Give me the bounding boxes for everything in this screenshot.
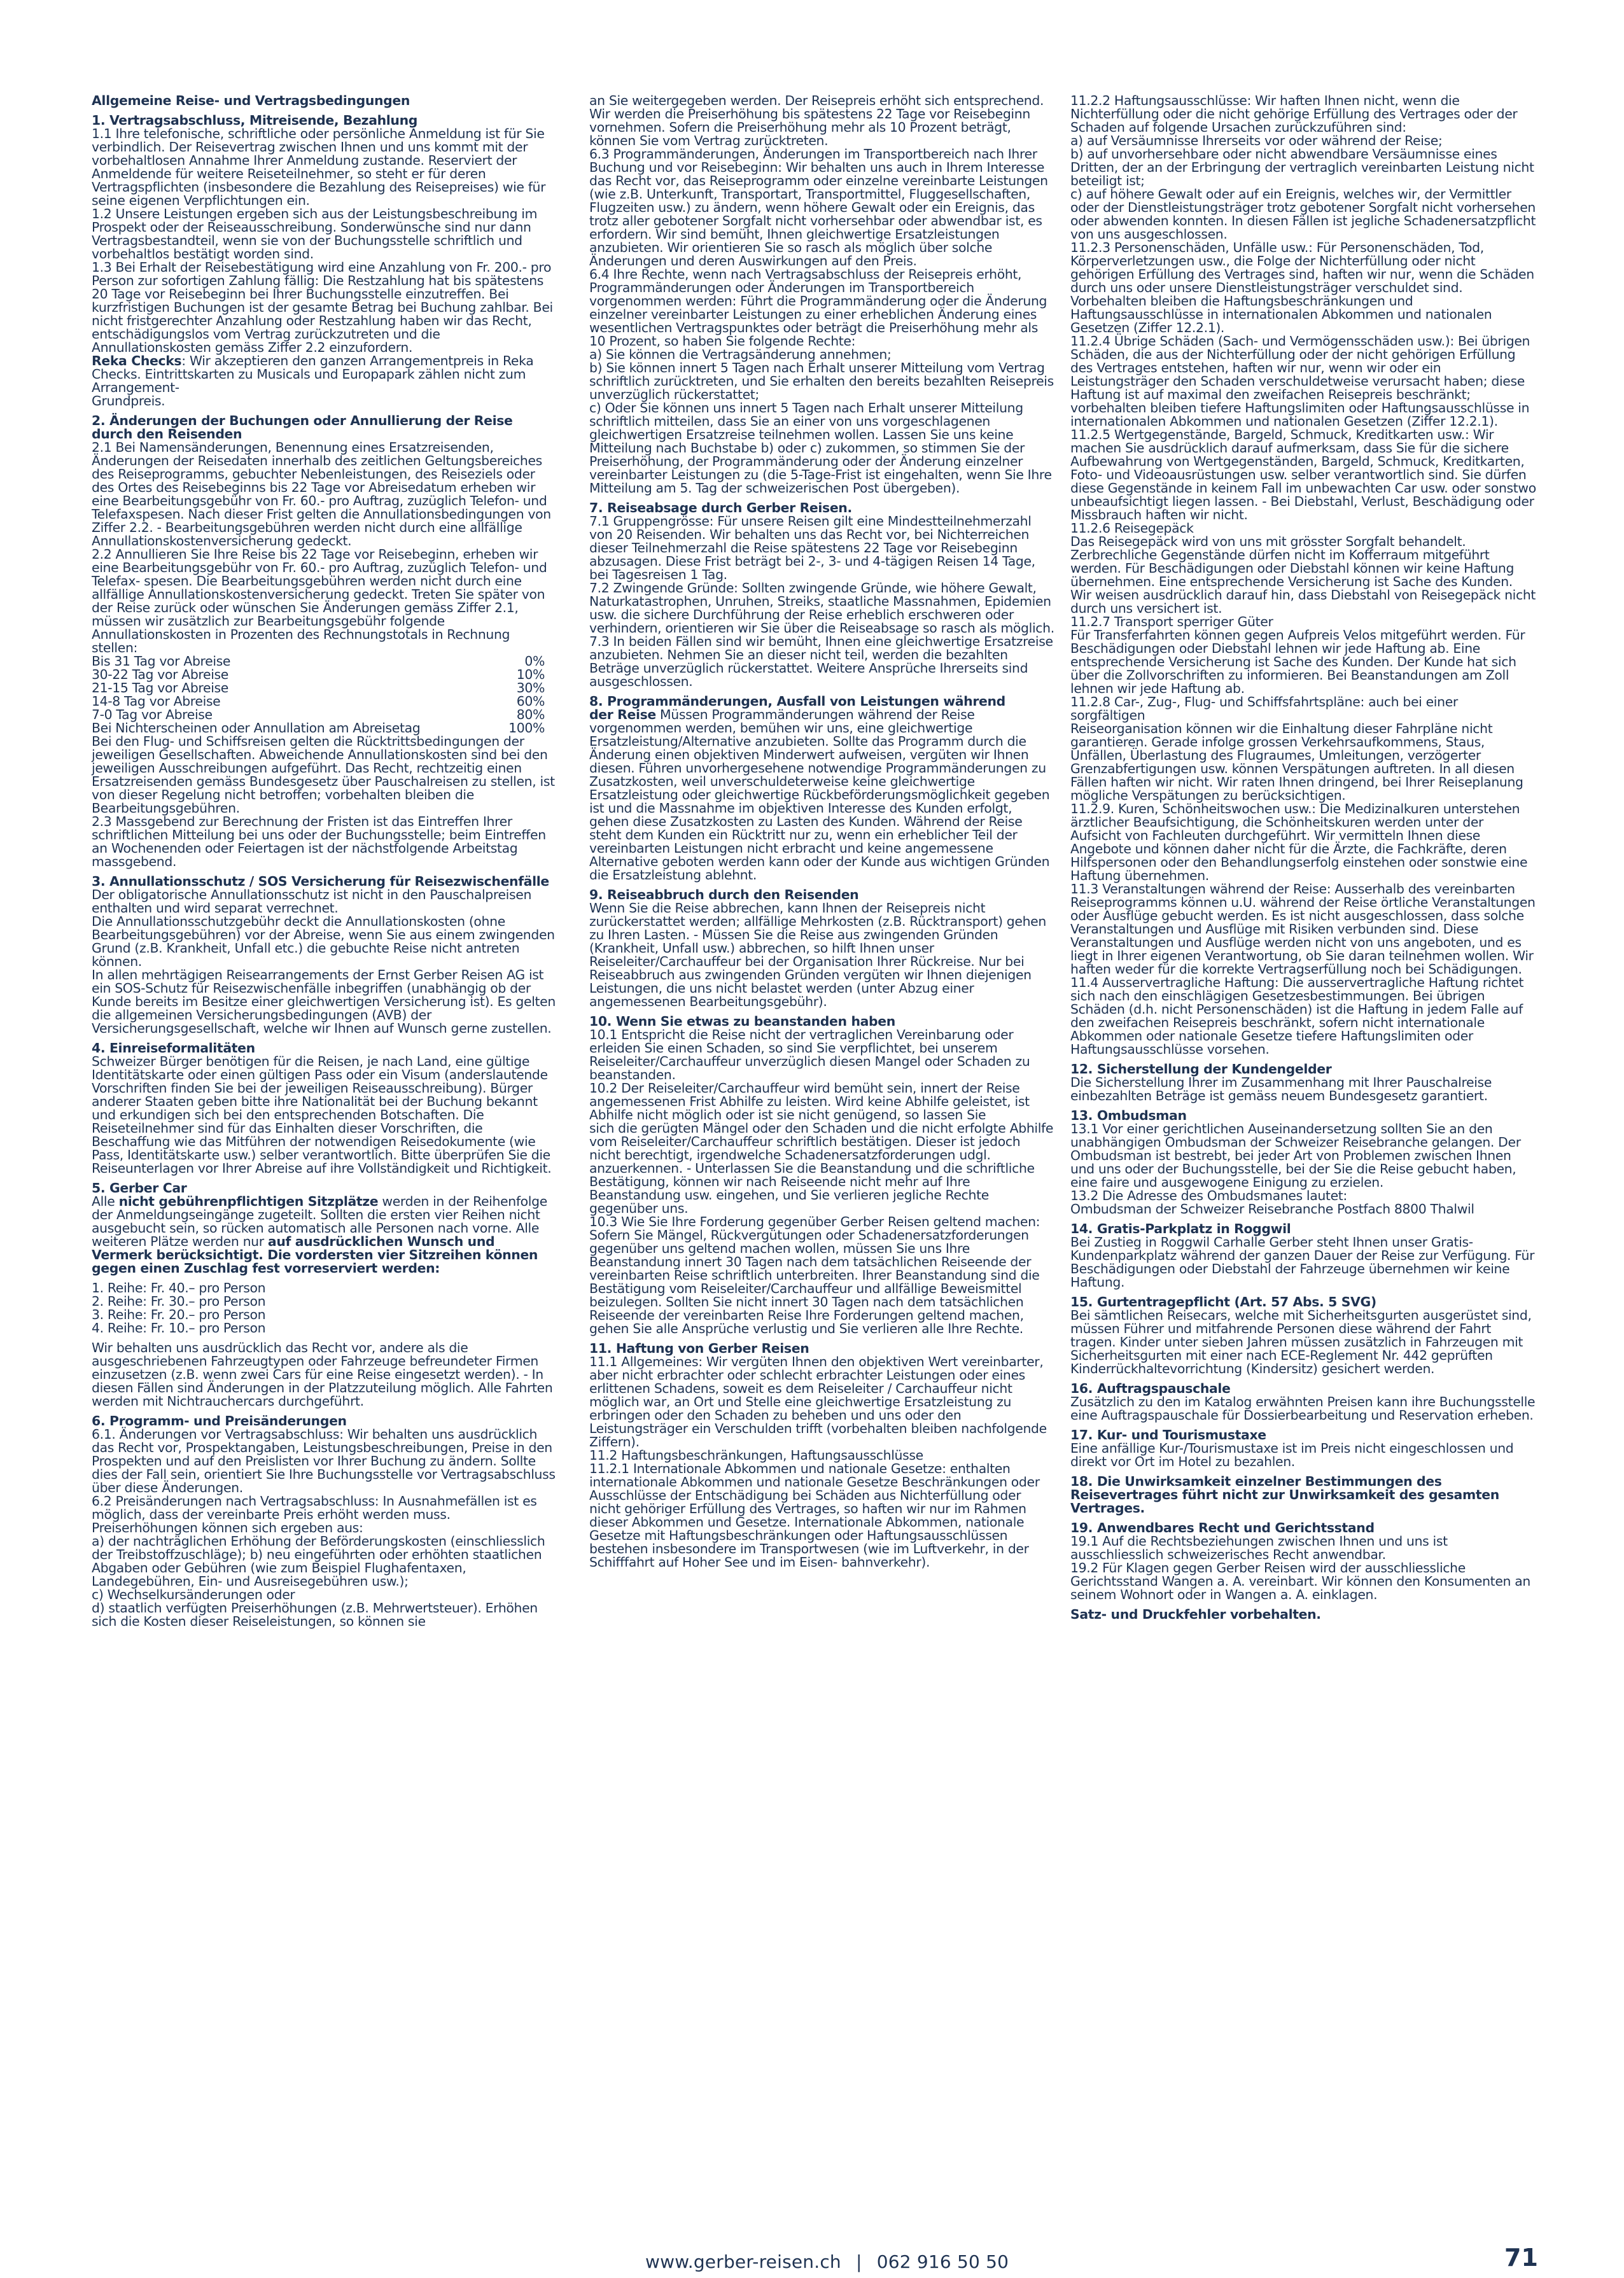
seat-row: 4. Reihe: Fr. 10.– pro Person bbox=[92, 1320, 266, 1336]
seat-row: 2. Reihe: Fr. 30.– pro Person bbox=[92, 1294, 266, 1309]
section-10-heading: 10. Wenn Sie etwas zu beanstanden haben bbox=[589, 1014, 895, 1029]
section-12-heading: 12. Sicherstellung der Kundengelder bbox=[1070, 1061, 1332, 1077]
section-5: 5. Gerber Car Alle nicht gebührenpflichtigen Sitzplätze werden in der Reihenfolge der Anmeldungseingänge zugeteilt. Sollten die ersten vier Reihen nicht ausgebucht sein, so rücken automatisch alle Personen nach vorne. Alle weiteren Plätze werden nur auf ausdrücklichen Wunsch und Vermerk berücksichtigt. Die vordersten vier Sitzreihen können gegen einen Zuschlag fest vorreserviert werden: bbox=[92, 1180, 552, 1276]
section-9-heading: 9. Reiseabbruch durch den Reisenden bbox=[589, 887, 859, 902]
fee-row: 14-8 Tag vor Abreise 60% bbox=[92, 694, 545, 709]
section-1-heading: 1. Vertragsabschluss, Mitreisende, Bezahlung bbox=[92, 113, 417, 128]
section-6-heading: 6. Programm- und Preisänderungen bbox=[92, 1413, 347, 1429]
section-11-body: 11.1 Allgemeines: Wir vergüten Ihnen den objektiven Wert vereinbarter, aber nicht erbrachter oder schlecht erbrachter Leistungen oder eines erlittenen Schadens, soweit es dem Reiseleiter / Carchauffeur nicht möglich war, an Ort und Stelle eine gleichwertige Ersatzleistung zu erbringen oder den Schaden zu beheben und uns oder den Leistungsträger ein Verschulden trifft (vorbehalten bleiben nachfolgende Ziffern). 11.2 Haftungsbeschränkungen, Haftungsausschlüsse 11.2.1 Internationale Abkommen und nationale Gesetze: enthalten internationale Abkommen und nationale Gesetze Beschränkungen oder Ausschlüsse der Entschädigung bei Schäden aus Nichterfüllung oder nicht gehöriger Erfüllung des Vertrages, so haften wir nur im Rahmen dieser Abkommen und Gesetze. Internationale Abkommen, nationale Gesetze mit Haftungsbeschränkungen oder Haftungsausschlüssen bestehen insbesondere im Transportwesen (wie im Luftverkehr, in der Schifffahrt auf Hoher See und im Eisen- bahnverkehr). bbox=[589, 1354, 1047, 1570]
seat-surcharge-list bbox=[92, 1282, 557, 1335]
section-8-heading: 8. Programmänderungen, Ausfall von Leistungen während bbox=[589, 694, 1005, 709]
fee-row: 30-22 Tag vor Abreise 10% bbox=[92, 667, 545, 682]
section-9 bbox=[589, 888, 1055, 1009]
reka-label: Reka Checks bbox=[92, 353, 182, 368]
section-2 bbox=[92, 414, 557, 655]
section-10 bbox=[589, 1015, 1055, 1336]
section-12 bbox=[1070, 1063, 1536, 1103]
section-17-body: Eine anfällige Kur-/Tourismustaxe ist im Preis nicht eingeschlossen und direkt vor Ort im Hotel zu bezahlen. bbox=[1070, 1441, 1518, 1469]
fee-row: 7-0 Tag vor Abreise 80% bbox=[92, 707, 545, 722]
document-title: Allgemeine Reise- und Vertragsbedingungen bbox=[92, 93, 410, 108]
section-19-heading: 19. Anwendbares Recht und Gerichtsstand bbox=[1070, 1520, 1375, 1535]
section-8-body: Müssen Programmänderungen während der Reise vorgenommen werden, bemühen wir uns, eine gleichwertige Ersatzleistung/Alternative anzubieten. Sollte das Programm durch die Änderung einen objektiven Minderwert aufweisen, vergüten wir Ihnen diesen. Führen unvorhergesehene notwendige Programmänderungen zu Zusatzkosten, weil unverschuldeterweise keine gleichwertige Ersatzleistung oder gleichwertige Rückbeförderungsmöglichkeit gegeben ist und die Massnahme im objektiven Interesse des Kunden erfolgt, gehen diese Zusatzkosten zu Lasten des Kunden. Während der Reise steht dem Kunden ein Rücktritt nur zu, wenn ein erheblicher Teil der vereinbarten Leistungen nicht erbracht und keine angemessene Alternative geboten werden kann oder der Kunde aus wichtigen Gründen die Ersatzleistung ablehnt. bbox=[589, 707, 1054, 883]
section-13-body: 13.1 Vor einer gerichtlichen Auseinandersetzung sollten Sie an den unabhängigen Ombudsman der Schweizer Reisebranche gelangen. Der Ombudsman ist bestrebt, bei jeder Art von Problemen zwischen Ihnen und uns oder der Buchungsstelle, bei der Sie die Reise gebucht haben, eine faire und ausgewogene Einigung zu erzielen. 13.2 Die Adresse des Ombudsmanes lautet: Ombudsman der Schweizer Reisebranche Postfach 8800 Thalwil bbox=[1070, 1121, 1521, 1217]
section-11-body-continued: 11.2.2 Haftungsausschlüsse: Wir haften Ihnen nicht, wenn die Nichterfüllung oder die nicht gehörige Erfüllung des Vertrages oder der Schaden auf folgende Ursachen zurückzuführen sind: a) auf Versäumnisse Ihrerseits vor oder während der Reise; b) auf unvorhersehbare oder nicht abwendbare Versäumnisse eines Dritten, der an der Erbringung der vertraglich vereinbarten Leistung nicht beteiligt ist; c) auf höhere Gewalt oder auf ein Ereignis, welches wir, der Vermittler oder der Dienstleistungsträger trotz gebotener Sorgfalt nicht vorhersehen oder abwenden konnten. In diesen Fällen ist jegliche Schadenersatzpflicht von uns ausgeschlossen. 11.2.3 Personenschäden, Unfälle usw.: Für Personenschäden, Tod, Körperverletzungen usw., die Folge der Nichterfüllung oder nicht gehörigen Erfüllung des Vertrages sind, haften wir nur, wenn die Schäden durch uns oder unsere Dienstleistungsträger verschuldet sind. Vorbehalten bleiben die Haftungsbeschränkungen und Haftungsausschlüsse in internationalen Abkommen und nationalen Gesetzen (Ziffer 12.2.1). 11.2.4 Übrige Schäden (Sach- und Vermögensschäden usw.): Bei übrigen Schäden, die aus der Nichterfüllung oder der nicht gehörigen Erfüllung des Vertrages entstehen, haften wir nur, wenn wir oder ein Leistungsträger den Schaden verschuldetweise verursacht haben; diese Haftung ist auf maximal den zweifachen Reisepreis beschränkt; vorbehalten bleiben tiefere Haftungslimiten oder Haftungsausschlüsse in internationalen Abkommen und nationalen Gesetzen (Ziffer 12.2.1). 11.2.5 Wertgegenstände, Bargeld, Schmuck, Kreditkarten usw.: Wir machen Sie ausdrücklich darauf aufmerksam, dass Sie für die sichere Aufbewahrung von Wertgegenständen, Bargeld, Schmuck, Kreditkarten, Foto- und Videoausrüstungen usw. selber verantwortlich sind. Sie dürfen diese Gegenstände in keinem Fall im unbewachten Car usw. oder sonstwo unbeaufsichtigt liegen lassen. - Bei Diebstahl, Verlust, Beschädigung oder Missbrauch haften wir nicht. 11.2.6 Reisegepäck Das Reisegepäck wird von uns mit grösster Sorgfalt behandelt. Zerbrechliche Gegenstände dürfen nicht im Kofferraum mitgeführt werden. Für Beschädigungen oder Diebstahl können wir keine Haftung übernehmen. Eine entsprechende Versicherung ist Sache des Kunden. Wir weisen ausdrücklich darauf hin, dass Diebstahl von Reisegepäck nicht durch uns versichert ist. 11.2.7 Transport sperriger Güter Für Transferfahrten können gegen Aufpreis Velos mitgeführt werden. Für Beschädigungen oder Diebstahl lehnen wir jede Haftung ab. Eine entsprechende Versicherung ist Sache des Kunden. Der Kunde hat sich über die Zollvorschriften zu informieren. Bei Beanstandungen am Zoll lehnen wir jede Haftung ab. 11.2.8 Car-, Zug-, Flug- und Schiffsfahrtspläne: auch bei einer sorgfältigen Reiseorganisation können wir die Einhaltung dieser Fahrpläne nicht garantieren. Gerade infolge grossen Verkehrsaufkommens, Staus, Unfällen, Überlastung des Flugraumes, Umleitungen, verzögerter Grenzabfertigungen usw. können Verspätungen auftreten. In all diesen Fällen haften wir nicht. Wir raten Ihnen dringend, bei Ihrer Reiseplanung mögliche Verspätungen zu berücksichtigen. 11.2.9. Kuren, Schönheitswochen usw.: Die Medizinalkuren unterstehen ärztlicher Beaufsichtigung, die Schönheitskuren werden unter der Aufsicht von Fachleuten durchgeführt. Wir vermitteln Ihnen diese Angebote und können daher nicht für die Ärzte, die Fachkräfte, deren Hilfspersonen oder den Behandlungserfolg einstehen oder sonstwie eine Haftung übernehmen. 11.3 Veranstaltungen während der Reise: Ausserhalb des vereinbarten Reiseprogramms können u.U. während der Reise örtliche Veranstaltungen oder Ausflüge gebucht werden. Es ist nicht ausgeschlossen, dass solche Veranstaltungen und Ausflüge mit Risiken verbunden sind. Diese Veranstaltungen und Ausflüge werden nicht von uns angeboten, und es liegt in Ihrer eigenen Verantwortung, ob Sie daran teilnehmen wollen. Wir haften weder für die korrekte Vertragserfüllung noch bei Schädigungen. 11.4 Ausservertragliche Haftung: Die ausservertragliche Haftung richtet sich nach den einschlägigen Gesetzesbestimmungen. Bei übrigen Schäden (d.h. nicht Personenschäden) ist die Haftung in jedem Falle auf den zweifachen Reisepreis beschränkt, sofern nicht internationale Abkommen oder nationale Gesetze tiefere Haftungslimiten oder Haftungsausschlüsse vorsehen. bbox=[1070, 93, 1536, 1057]
section-2-heading: 2. Änderungen der Buchungen oder Annullierung der Reise durch den Reisenden bbox=[92, 413, 517, 442]
phone-number: 062 916 50 50 bbox=[876, 2251, 1009, 2272]
section-12-body: Die Sicherstellung Ihrer im Zusammenhang mit Ihrer Pauschalreise einbezahlten Beträge ist gemäss neuem Bundesgesetz garantiert. bbox=[1070, 1075, 1496, 1103]
section-6-body: 6.1. Änderungen vor Vertragsabschluss: Wir behalten uns ausdrücklich das Recht vor, Prospektangaben, Leistungsbeschreibungen, Preise in den Prospekten und auf den Preislisten vor Ihrer Buchung zu ändern. Sollte dies der Fall sein, orientiert Sie Ihre Buchungsstelle vor Vertragsabschluss über diese Änderungen. 6.2 Preisänderungen nach Vertragsabschluss: In Ausnahmefällen ist es möglich, dass der vereinbarte Preis erhöht werden muss. Preiserhöhungen können sich ergeben aus: a) der nachträglichen Erhöhung der Beförderungskosten (einschliesslich der Treibstoffzuschläge); b) neu eingeführten oder erhöhten staatlichen Abgaben oder Gebühren (wie zum Beispiel Flughafentaxen, Landegebühren, Ein- und Ausreisegebühren usw.); c) Wechselkursänderungen oder d) staatlich verfügten Preiserhöhungen (z.B. Mehrwertsteuer). Erhöhen sich die Kosten dieser Reiseleistungen, so können sie bbox=[92, 1427, 556, 1629]
section-3-body: Der obligatorische Annullationsschutz ist nicht in den Pauschalpreisen enthalten und wird separat verrechnet. Die Annullationsschutzgebühr deckt die Annullationskosten (ohne Bearbeitungsgebühren) vor der Abreise, wenn Sie aus einem zwingenden Grund (z.B. Krankheit, Unfall etc.) die gebuchte Reise nicht antreten können. In allen mehrtägigen Reisearrangements der Ernst Gerber Reisen AG ist ein SOS-Schutz für Reisezwischenfälle inbegriffen (unabhängig ob der Kunde bereits im Besitze einer gleichwertigen Versicherung ist). Es gelten die allgemeinen Versicherungsbedingungen (AVB) der Versicherungsgesellschaft, welche wir Ihnen auf Wunsch gerne zustellen. bbox=[92, 887, 556, 1036]
footer-contact bbox=[645, 2251, 1009, 2272]
section-5-body-2: Wir behalten uns ausdrücklich das Recht vor, andere als die ausgeschriebenen Fahrzeugtypen oder Fahrzeuge befreundeter Firmen einzusetzen (z.B. wenn zwei Cars für eine Reise eingesetzt werden). - In diesen Fällen sind Änderungen in der Platzzuteilung möglich. Alle Fahrten werden mit Nichtrauchercars durchgeführt. bbox=[92, 1340, 557, 1409]
section-6 bbox=[92, 1415, 557, 1628]
section-2-body-continued: Bei den Flug- und Schiffsreisen gelten die Rücktrittsbedingungen der jeweiligen Gesellschaften. Abweichende Annullationskosten sind bei den jeweiligen Ausschreibungen aufgeführt. Das Recht, rechtzeitig einen Ersatzreisenden gemäss Bundesgesetz über Pauschalreisen zu stellen, ist von dieser Regelung nicht betroffen; vorbehalten bleiben die Bearbeitungsgebühren. 2.3 Massgebend zur Berechnung der Fristen ist das Eintreffen Ihrer schriftlichen Mitteilung bei uns oder der Buchungsstelle; beim Eintreffen an Wochenenden oder Feiertagen ist der nächstfolgende Arbeitstag massgebend. bbox=[92, 734, 555, 869]
section-14-body: Bei Zustieg in Roggwil Carhalle Gerber steht Ihnen unser Gratis-Kundenparkplatz während der ganzen Dauer der Reise zur Verfügung. Für Beschädigungen oder Diebstahl der Fahrzeuge übernehmen wir keine Haftung. bbox=[1070, 1234, 1539, 1290]
section-6-body-continued: an Sie weitergegeben werden. Der Reisepreis erhöht sich entsprechend. Wir werden die Preiserhöhung bis spätestens 22 Tage vor Reisebeginn vornehmen. Sofern die Preiserhöhung mehr als 10 Prozent beträgt, können Sie vom Vertrag zurücktreten. 6.3 Programmänderungen, Änderungen im Transportbereich nach Ihrer Buchung und vor Reisebeginn: Wir behalten uns auch in Ihrem Interesse das Recht vor, das Reiseprogramm oder einzelne vereinbarte Leistungen (wie z.B. Unterkunft, Transportart, Transportmittel, Fluggesellschaften, Flugzeiten usw.) zu ändern, wenn höhere Gewalt oder ein Ereignis, das trotz aller gebotener Sorgfalt nicht vorhersehbar oder abwendbar ist, es erfordern. Wir sind bemüht, Ihnen gleichwertige Ersatzleistungen anzubieten. Wir orientieren Sie so rasch als möglich über solche Änderungen und deren Auswirkungen auf den Preis. 6.4 Ihre Rechte, wenn nach Vertragsabschluss der Reisepreis erhöht, Programmänderungen oder Änderungen im Transportbereich vorgenommen werden: Führt die Programmänderung oder die Änderung einzelner vereinbarter Leistungen zu einer erheblichen Änderung eines wesentlichen Vertragspunktes oder beträgt die Preiserhöhung mehr als 10 Prozent, so haben Sie folgende Rechte: a) Sie können die Vertragsänderung annehmen; b) Sie können innert 5 Tagen nach Erhalt unserer Mitteilung vom Vertrag schriftlich zurücktreten, und Sie erhalten den bereits bezahlten Reisepreis unverzüglich rückerstattet; c) Oder Sie können uns innert 5 Tagen nach Erhalt unserer Mitteilung schriftlich mitteilen, dass Sie an einer von uns vorgeschlagenen gleichwertigen Ersatzreise teilnehmen wollen. Lassen Sie uns keine Mitteilung nach Buchstabe b) oder c) zukommen, so stimmen Sie der Preiserhöhung, der Programmänderung oder der Änderung einzelner vereinbarter Leistungen zu (die 5-Tage-Frist ist eingehalten, wenn Sie Ihre Mitteilung am 5. Tag der schweizerischen Post übergeben). bbox=[589, 93, 1054, 496]
section-15-heading: 15. Gurtentragepflicht (Art. 57 Abs. 5 SVG) bbox=[1070, 1294, 1376, 1310]
section-11-heading: 11. Haftung von Gerber Reisen bbox=[589, 1341, 809, 1356]
section-18 bbox=[1070, 1475, 1536, 1515]
footer-separator: | bbox=[855, 2251, 862, 2272]
section-1 bbox=[92, 114, 557, 408]
section-19 bbox=[1070, 1521, 1536, 1602]
page-number: 71 bbox=[1504, 2244, 1538, 2272]
section-7 bbox=[589, 501, 1055, 688]
section-9-body: Wenn Sie die Reise abbrechen, kann Ihnen der Reisepreis nicht zurückerstattet werden; allfällige Mehrkosten (z.B. Rücktransport) gehen zu Ihren Lasten. - Müssen Sie die Reise aus zwingenden Gründen (Krankheit, Unfall usw.) abbrechen, so hilft Ihnen unser Reiseleiter/Carchauffeur bei der Organisation Ihrer Rückreise. Nur bei Reiseabbruch aus zwingenden Gründen vergüten wir Ihnen diejenigen Leistungen, die uns nicht belastet werden (unter Abzug einer angemessenen Bearbeitungsgebühr). bbox=[589, 900, 1051, 1009]
section-4-heading: 4. Einreiseformalitäten bbox=[92, 1040, 255, 1056]
fee-row: Bei Nichterscheinen oder Annullation am Abreisetag 100% bbox=[92, 720, 545, 736]
section-5-heading: 5. Gerber Car bbox=[92, 1180, 187, 1196]
website-link[interactable]: www.gerber-reisen.ch bbox=[645, 2251, 841, 2272]
section-13-heading: 13. Ombudsman bbox=[1070, 1108, 1187, 1123]
section-4-body: Schweizer Bürger benötigen für die Reisen, je nach Land, eine gültige Identitätskarte oder einen gültigen Pass oder ein Visum (anderslautende Vorschriften finden Sie bei der jeweiligen Reiseausschreibung). Bürger anderer Staaten geben bitte ihre Nationalität bei der Buchung bekannt und erkundigen sich bei den entsprechenden Botschaften. Die Reiseteilnehmer sind für das Einhalten dieser Vorschriften, die Beschaffung wie das Mitführen der notwendigen Reisedokumente (wie Pass, Identitätskarte usw.) selber verantwortlich. Bitte überprüfen Sie die Reiseunterlagen vor Ihrer Abreise auf ihre Vollständigkeit und Richtigkeit. bbox=[92, 1054, 554, 1176]
section-1-body: 1.1 Ihre telefonische, schriftliche oder persönliche Anmeldung ist für Sie verbindlich. Der Reisevertrag zwischen Ihnen und uns kommt mit der vorbehaltlosen Annahme Ihrer Anmeldung zustande. Reserviert der Anmeldende für weitere Reiseteilnehmer, so steht er für deren Vertragspflichten (insbesondere die Bezahlung des Reisepreises) wie für seine eigenen Verpflichtungen ein. 1.2 Unsere Leistungen ergeben sich aus der Leistungsbeschreibung im Prospekt oder der Reiseausschreibung. Sonderwünsche sind nur dann Vertragsbestandteil, wenn sie von der Buchungsstelle schriftlich und vorbehaltlos bestätigt worden sind. 1.3 Bei Erhalt der Reisebestätigung wird eine Anzahlung von Fr. 200.- pro Person zur sofortigen Zahlung fällig: Die Restzahlung hat bis spätestens 20 Tage vor Reisebeginn bei Ihrer Buchungsstelle einzutreffen. Bei kurzfristigen Buchungen ist der gesamte Betrag bei Buchung zahlbar. Bei nicht fristgerechter Anzahlung oder Restzahlung haben wir das Recht, entschädigungslos vom Vertrag zurückzutreten und die Annullationskosten gemäss Ziffer 2.2 einzufordern. bbox=[92, 126, 553, 355]
section-8-heading-end: der Reise bbox=[589, 707, 656, 722]
section-16-heading: 16. Auftragspauschale bbox=[1070, 1381, 1231, 1396]
seat-row: 3. Reihe: Fr. 20.– pro Person bbox=[92, 1307, 266, 1322]
column-1 bbox=[92, 94, 557, 1628]
column-3 bbox=[1070, 93, 1539, 1622]
section-16 bbox=[1070, 1381, 1539, 1423]
section-3-heading: 3. Annullationsschutz / SOS Versicherung für Reisezwischenfälle bbox=[92, 874, 549, 889]
fee-row: Bis 31 Tag vor Abreise 0% bbox=[92, 653, 545, 669]
section-19-body: 19.1 Auf die Rechtsbeziehungen zwischen Ihnen und uns ist ausschliesslich schweizerisches Recht anwendbar. 19.2 Für Klagen gegen Gerber Reisen wird der ausschliessliche Gerichtsstand Wangen a. A. vereinbart. Wir können den Konsumenten an seinem Wohnort oder in Wangen a. A. einklagen. bbox=[1070, 1534, 1530, 1602]
section-7-body: 7.1 Gruppengrösse: Für unsere Reisen gilt eine Mindestteilnehmerzahl von 20 Reisenden. Wir behalten uns das Recht vor, bei Nichterreichen dieser Teilnehmerzahl die Reise spätestens 22 Tage vor Reisebeginn abzusagen. Diese Frist beträgt bei 2-, 3- und 4-tägigen Reisen 14 Tage, bei Tagesreisen 1 Tag. 7.2 Zwingende Gründe: Sollten zwingende Gründe, wie höhere Gewalt, Naturkatastrophen, Unruhen, Streiks, staatliche Massnahmen, Epidemien usw. die sichere Durchführung der Reise erheblich erschweren oder verhindern, orientieren wir Sie über die Reiseabsage so rasch als möglich. 7.3 In beiden Fällen sind wir bemüht, Ihnen eine gleichwertige Ersatzreise anzubieten. Nehmen Sie an dieser nicht teil, werden die bezahlten Beträge unverzüglich rückerstattet. Weitere Ansprüche Ihrerseits sind ausgeschlossen. bbox=[589, 514, 1054, 689]
section-7-heading: 7. Reiseabsage durch Gerber Reisen. bbox=[589, 500, 852, 515]
section-4 bbox=[92, 1042, 557, 1175]
section-18-heading: 18. Die Unwirksamkeit einzelner Bestimmungen des Reisevertrages führt nicht zur Unwirksamkeit des gesamten Vertrages. bbox=[1070, 1474, 1504, 1516]
section-11 bbox=[589, 1342, 1055, 1569]
section-13 bbox=[1070, 1109, 1536, 1216]
section-17-heading: 17. Kur- und Tourismustaxe bbox=[1070, 1427, 1266, 1443]
closing-note: Satz- und Druckfehler vorbehalten. bbox=[1070, 1607, 1321, 1622]
section-14 bbox=[1070, 1221, 1539, 1290]
section-15-body: Bei sämtlichen Reisecars, welche mit Sicherheitsgurten ausgerüstet sind, müssen Führer und mitfahrende Personen diese während der Fahrt tragen. Kinder unter sieben Jahren müssen zusätzlich in Fahrzeugen mit Sicherheitsgurten mit einer nach ECE-Reglement Nr. 442 geprüften Kinderrückhaltevorrichtung (Kindersitz) gesichert werden. bbox=[1070, 1308, 1536, 1376]
reka-text: : Wir akzeptieren den ganzen Arrangementpreis in Reka Checks. Eintrittskarten zu Musicals und Europapark zählen nicht zum Arrangement- Grundpreis. bbox=[92, 353, 534, 409]
section-14-heading: 14. Gratis-Parkplatz in Roggwil bbox=[1070, 1221, 1291, 1236]
fee-row: 21-15 Tag vor Abreise 30% bbox=[92, 680, 545, 695]
section-15 bbox=[1070, 1296, 1536, 1376]
annulation-fee-table bbox=[92, 655, 557, 735]
section-8 bbox=[589, 695, 1055, 882]
page-footer bbox=[0, 2244, 1624, 2278]
section-16-body: Zusätzlich zu den im Katalog erwähnten Preisen kann ihre Buchungsstelle eine Auftragspauschale für Dossierbearbeitung und Reservation erheben. bbox=[1070, 1394, 1539, 1423]
section-2-body: 2.1 Bei Namensänderungen, Benennung eines Ersatzreisenden, Änderungen der Reisedaten innerhalb des zeitlichen Geltungsbereiches des Reiseprogramms, gebuchter Nebenleistungen, des Reiseziels oder des Ortes des Reisebeginns bis 22 Tage vor Abreisedatum erheben wir eine Bearbeitungsgebühr von Fr. 60.- pro Auftrag, zuzüglich Telefon- und Telefaxspesen. Nach dieser Frist gelten die Annullationsbedingungen von Ziffer 2.2. - Bearbeitungsgebühren werden nicht durch eine allfällige Annullationskostenversicherung gedeckt. 2.2 Annullieren Sie Ihre Reise bis 22 Tage vor Reisebeginn, erheben wir eine Bearbeitungsgebühr von Fr. 60.- pro Auftrag, zuzüglich Telefon- und Telefax- spesen. Die Bearbeitungsgebühren werden nicht durch eine allfällige Annullationskostenversicherung gedeckt. Treten Sie später von der Reise zurück oder wünschen Sie Änderungen gemäss Ziffer 2.1, müssen wir zusätzlich zur Bearbeitungsgebühr folgende Annullationskosten in Prozenten des Rechnungstotals in Rechnung stellen: bbox=[92, 440, 551, 655]
section-3 bbox=[92, 875, 557, 1035]
column-2 bbox=[589, 94, 1055, 1569]
seat-row: 1. Reihe: Fr. 40.– pro Person bbox=[92, 1280, 266, 1296]
section-17 bbox=[1070, 1429, 1536, 1469]
section-10-body: 10.1 Entspricht die Reise nicht der vertraglichen Vereinbarung oder erleiden Sie einen Schaden, so sind Sie verpflichtet, bei unserem Reiseleiter/Carchauffeur unverzüglich diesen Mangel oder Schaden zu beanstanden. 10.2 Der Reiseleiter/Carchauffeur wird bemüht sein, innert der Reise angemessenen Frist Abhilfe zu leisten. Wird keine Abhilfe geleistet, ist Abhilfe nicht möglich oder ist sie nicht genügend, so lassen Sie sich die gerügten Mängel oder den Schaden und die nicht erfolgte Abhilfe vom Reiseleiter/Carchauffeur schriftlich bestätigen. Dieser ist jedoch nicht berechtigt, irgendwelche Schadenersatzforderungen udgl. anzuerkennen. - Unterlassen Sie die Beanstandung und die schriftliche Bestätigung, können wir nach Reiseende nicht mehr auf Ihre Beanstandung usw. eingehen, und Sie verlieren jegliche Rechte gegenüber uns. 10.3 Wie Sie Ihre Forderung gegenüber Gerber Reisen geltend machen: Sofern Sie Mängel, Rückvergütungen oder Schadenersatzforderungen gegenüber uns geltend machen wollen, müssen Sie uns Ihre Beanstandung innert 30 Tagen nach dem tatsächlichen Reiseende der vereinbarten Reise schriftlich unterbreiten. Ihrer Beanstandung sind die Bestätigung vom Reiseleiter/Carchauffeur und allfällige Beweismittel beizulegen. Sollten Sie nicht innert 30 Tagen nach dem tatsächlichen Reiseende der vereinbarten Reise Ihre Forderungen geltend machen, gehen Sie alle Ansprüche verlustig und Sie verlieren alle Ihre Rechte. bbox=[589, 1027, 1054, 1336]
